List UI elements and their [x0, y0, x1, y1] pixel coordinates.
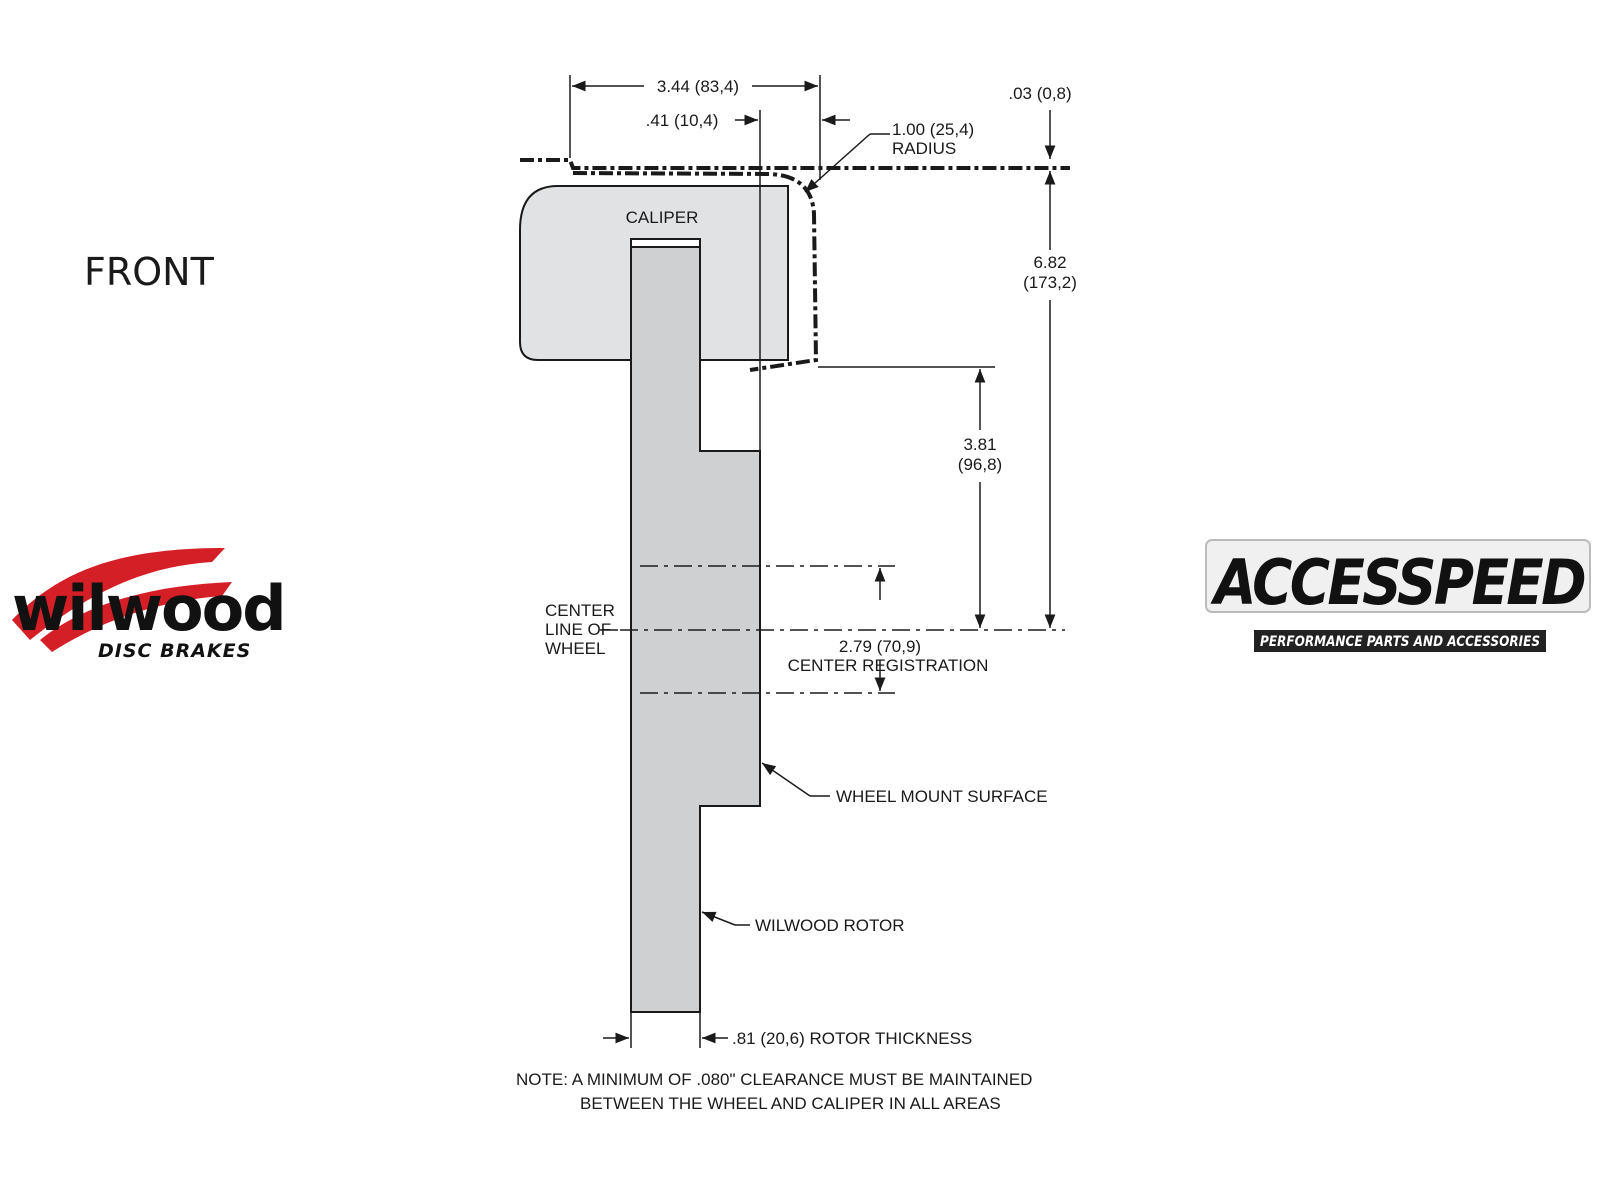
center-height-value: 3.81 [963, 435, 997, 454]
radius-label: RADIUS [892, 139, 957, 158]
registration-value: 2.79 (70,9) [838, 637, 922, 656]
wilwood-wordmark: wilwood [12, 572, 285, 645]
center-height-metric: (96,8) [957, 455, 1003, 474]
wheel-envelope-top [520, 160, 1070, 168]
wilwood-subtitle: DISC BRAKES [98, 640, 252, 662]
registration-label: CENTER REGISTRATION [787, 656, 989, 675]
offset-dim: .41 (10,4) [645, 111, 719, 130]
centerline-label-1: CENTER [545, 601, 615, 620]
total-height-metric: (173,2) [1023, 273, 1077, 292]
view-label: FRONT [84, 250, 214, 294]
clearance-dim: .03 (0,8) [1008, 84, 1072, 103]
radius-value: 1.00 (25,4) [892, 120, 975, 139]
rotor-thickness-dim: .81 (20,6) ROTOR THICKNESS [732, 1029, 973, 1048]
accesspeed-logo [1206, 540, 1590, 652]
centerline-label-2: LINE OF [545, 620, 612, 639]
wheel-mount-label: WHEEL MOUNT SURFACE [836, 787, 1048, 806]
accesspeed-wordmark: ACCESSPEED [1209, 546, 1585, 619]
caliper-slot [631, 239, 700, 247]
total-height-value: 6.82 [1033, 253, 1067, 272]
note-line-1: NOTE: A MINIMUM OF .080" CLEARANCE MUST BE MAINTAINED [516, 1070, 1033, 1089]
centerline-label-3: WHEEL [545, 639, 606, 658]
caliper-label: CALIPER [625, 208, 699, 227]
note-line-2: BETWEEN THE WHEEL AND CALIPER IN ALL AREAS [580, 1094, 1001, 1113]
overall-width-dim: 3.44 (83,4) [656, 77, 740, 96]
rotor-label: WILWOOD ROTOR [755, 916, 905, 935]
accesspeed-tagline: PERFORMANCE PARTS AND ACCESSORIES [1260, 634, 1540, 650]
wilwood-logo [12, 548, 285, 662]
